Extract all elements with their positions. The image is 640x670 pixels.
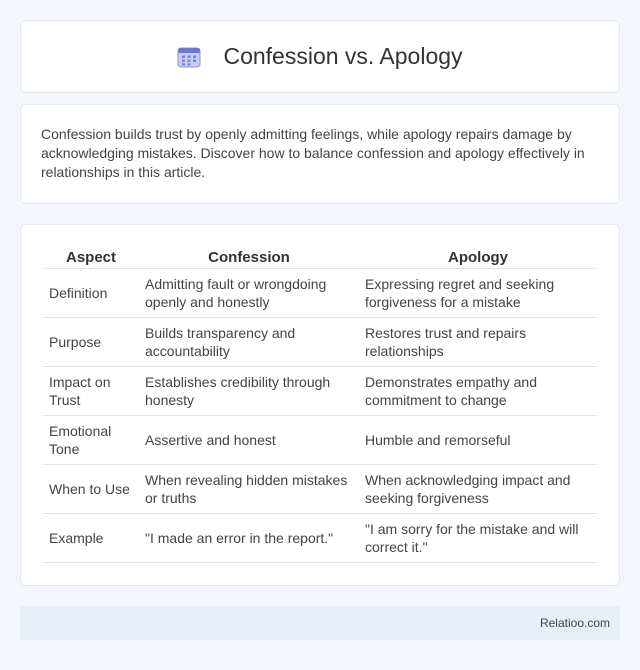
table-row [43,269,597,318]
page-title: Confession vs. Apology [223,43,463,69]
row-apology: Restores trust and repairs relationships [359,318,597,367]
comparison-card [20,224,620,586]
row-confession: Establishes credibility through honesty [139,367,359,416]
row-apology: When acknowledging impact and seeking forgiveness [359,465,597,514]
calendar-icon [177,46,201,68]
table-row [43,416,597,465]
row-apology: Humble and remorseful [359,416,597,465]
row-confession: Builds transparency and accountability [139,318,359,367]
footer [20,606,620,640]
title-card [20,20,620,93]
footer-site-link[interactable]: Relatioo.com [539,616,610,630]
row-apology: "I am sorry for the mistake and will correct it." [359,514,597,563]
table-row [43,367,597,416]
row-confession: Admitting fault or wrongdoing openly and honestly [139,269,359,318]
table-header-row [43,247,597,269]
row-aspect: Emotional Tone [43,416,139,465]
row-confession: When revealing hidden mistakes or truths [139,465,359,514]
row-aspect: Purpose [43,318,139,367]
row-aspect: Impact on Trust [43,367,139,416]
row-aspect: Example [43,514,139,563]
header-aspect: Aspect [43,247,139,269]
row-aspect: Definition [43,269,139,318]
row-confession: Assertive and honest [139,416,359,465]
table-row [43,514,597,563]
intro-card [20,104,620,204]
intro-text: Confession builds trust by openly admitting feelings, while apology repairs damage by acknowledging mistakes. Discover how to balance confession and apology effectively in relationships in this article. [41,126,585,180]
table-row [43,318,597,367]
row-apology: Demonstrates empathy and commitment to change [359,367,597,416]
comparison-table [43,247,597,563]
header-apology: Apology [359,247,597,269]
row-confession: "I made an error in the report." [139,514,359,563]
table-row [43,465,597,514]
row-aspect: When to Use [43,465,139,514]
header-confession: Confession [139,247,359,269]
row-apology: Expressing regret and seeking forgiveness for a mistake [359,269,597,318]
